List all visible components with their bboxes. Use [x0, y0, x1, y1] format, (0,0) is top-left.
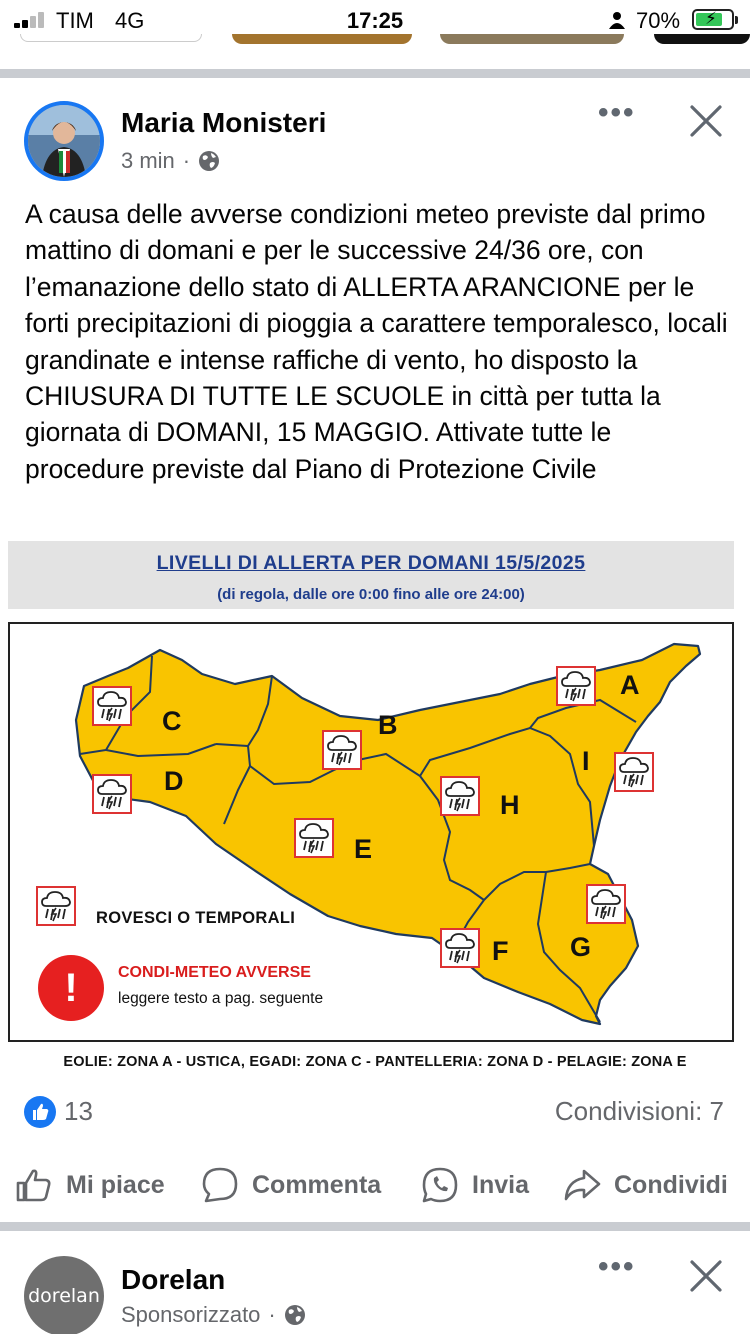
rain-storm-icon	[586, 884, 626, 924]
carrier-name: TIM	[56, 8, 94, 33]
post-actions	[0, 1158, 750, 1212]
zone-label-b: B	[378, 710, 398, 740]
post-author-name[interactable]: Maria Monisteri	[121, 107, 327, 138]
rain-storm-icon	[92, 774, 132, 814]
feed-divider	[0, 69, 750, 78]
comment-button[interactable]	[200, 1158, 381, 1212]
share-button[interactable]	[562, 1158, 728, 1212]
close-icon[interactable]	[688, 103, 724, 139]
meta-separator: ·	[268, 1302, 276, 1327]
whatsapp-icon	[420, 1165, 460, 1205]
zone-label-g: G	[570, 932, 592, 962]
more-options-icon[interactable]: •••	[598, 96, 636, 129]
avatar[interactable]	[24, 101, 104, 181]
islands-note: EOLIE: ZONA A - USTICA, EGADI: ZONA C - PANTELLERIA: ZONA D - PELAGIE: ZONA E	[63, 1054, 687, 1070]
zone-label-c: C	[162, 706, 182, 736]
rain-storm-icon	[322, 730, 362, 770]
share-button-label: Condividi	[614, 1170, 728, 1199]
send-button-label: Invia	[472, 1170, 529, 1199]
zone-label-h: H	[500, 790, 520, 820]
legend-warning-title: CONDI-METEO AVVERSE	[118, 964, 311, 981]
person-icon	[609, 11, 625, 29]
legend-rain-icon	[36, 886, 76, 926]
sponsor-meta	[121, 1302, 306, 1328]
post-image[interactable]	[0, 534, 750, 1072]
like-count[interactable]: 13	[64, 1096, 93, 1126]
warning-icon: !	[38, 955, 104, 1021]
send-button[interactable]	[420, 1158, 529, 1212]
globe-icon	[198, 150, 220, 172]
rain-storm-icon	[614, 752, 654, 792]
share-count[interactable]: Condivisioni: 7	[554, 1096, 724, 1126]
image-subtitle: (di regola, dalle ore 0:00 fino alle ore 24:00)	[217, 586, 525, 603]
zone-label-f: F	[492, 936, 509, 966]
sponsor-name[interactable]: Dorelan	[121, 1264, 226, 1295]
rain-storm-icon	[440, 776, 480, 816]
post-text: A causa delle avverse condizioni meteo previste dal primo mattino di domani e per le successive 24/36 ore, con l’emanazione dello stato di ALLERTA ARANCIONE per le forti precipitazioni di pioggia a carattere temporalesco, locali grandinate e intense raffiche di vento, ho disposto la CHIUSURA DI TUTTE LE SCUOLE in città per tutta la giornata di DOMANI, 15 MAGGIO. Attivate tutte le procedure previste dal Piano di Protezione Civile	[25, 199, 728, 484]
comment-bubble-icon	[200, 1165, 240, 1205]
close-icon[interactable]	[688, 1258, 724, 1294]
zone-label-a: A	[620, 670, 640, 700]
globe-icon	[284, 1304, 306, 1326]
clock: 17:25	[346, 8, 404, 33]
zone-label-d: D	[164, 766, 184, 796]
like-button-label: Mi piace	[66, 1170, 165, 1199]
meta-separator: ·	[182, 148, 191, 173]
sponsored-label: Sponsorizzato	[121, 1302, 261, 1327]
thumbs-up-icon	[14, 1165, 54, 1205]
rain-storm-icon	[294, 818, 334, 858]
image-header	[8, 541, 734, 609]
share-arrow-icon	[562, 1165, 602, 1205]
legend-rain-label: ROVESCI O TEMPORALI	[96, 909, 296, 927]
post-time[interactable]: 3 min	[121, 148, 175, 173]
battery-icon: ⚡	[692, 9, 734, 30]
story-strip	[0, 34, 750, 46]
rain-storm-icon	[440, 928, 480, 968]
feed-divider	[0, 1222, 750, 1231]
image-title: LIVELLI DI ALLERTA PER DOMANI 15/5/2025	[156, 552, 586, 574]
like-reaction-icon[interactable]	[24, 1096, 56, 1128]
zone-label-i: I	[582, 746, 590, 776]
battery-percentage: 70%	[636, 8, 681, 33]
alert-map	[8, 622, 734, 1042]
zone-label-e: E	[354, 834, 373, 864]
rain-storm-icon	[556, 666, 596, 706]
rain-storm-icon	[92, 686, 132, 726]
sponsor-avatar[interactable]: dorelan	[24, 1256, 104, 1334]
network-type: 4G	[115, 8, 145, 33]
post-meta	[121, 148, 220, 174]
more-options-icon[interactable]: •••	[598, 1250, 636, 1283]
comment-button-label: Commenta	[252, 1170, 382, 1199]
legend-warning-text: leggere testo a pag. seguente	[118, 990, 324, 1007]
like-button[interactable]	[14, 1158, 165, 1212]
